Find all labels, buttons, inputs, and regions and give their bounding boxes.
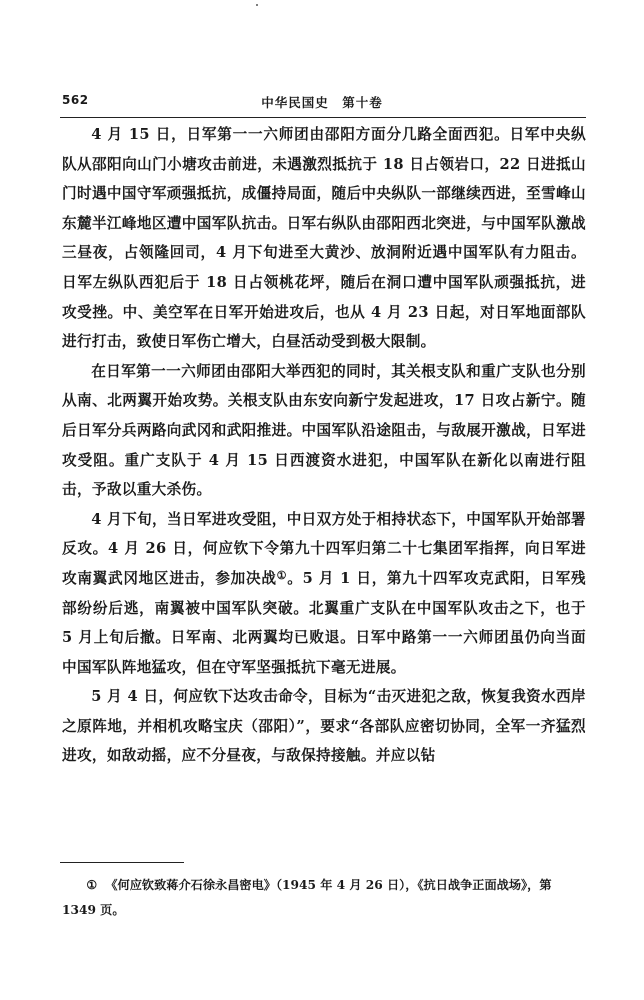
paragraph-3-text-after-note: 。5 月 1 日，第九十四军攻克武阳，日军残部纷纷后逃，南翼被中国军队突破。北翼重广支队在中国军队攻击之下，也于 5 月上旬后撤。日军南、北两翼均已败退。日军中路第一一六师团虽仍向当面中国军队阵地猛攻，但在守军坚强抵抗下毫无进展。 (62, 569, 586, 676)
footnote-reference[interactable]: ① (276, 568, 288, 582)
paragraph-1: 4 月 15 日，日军第一一六师团由邵阳方面分几路全面西犯。日军中央纵队从邵阳向山门小塘攻击前进，未遇激烈抵抗于 18 日占领岩口，22 日进抵山门时遇中国守军顽强抵抗，成僵持局面，随后中央纵队一部继续西进，至雪峰山东麓半江峰地区遭中国军队抗击。日军右纵队由邵阳西北突进，与中国军队激战三昼夜，占领隆回司，4 月下旬进至大黄沙、放洞附近遇中国军队有力阻击。日军左纵队西犯后于 18 日占领桃花坪，随后在洞口遭中国军队顽强抵抗，进攻受挫。中、美空军在日军开始进攻后，也从 4 月 23 日起，对日军地面部队进行打击，致使日军伤亡增大，白昼活动受到极大限制。 (62, 126, 586, 351)
paragraph-3 (62, 505, 586, 683)
paragraph-3-text-before-note: 4 月下旬，当日军进攻受阻，中日双方处于相持状态下，中国军队开始部署反攻。4 月 26 日，何应钦下令第九十四军归第二十七集团军指挥，向日军进攻南翼武冈地区进击，参加决战 (62, 510, 586, 587)
footnote-text: 《何应钦致蒋介石徐永昌密电》（1945 年 4 月 26 日），《抗日战争正面战场》，第 1349 页。 (62, 878, 552, 917)
running-head: 中华民国史 第十卷 (261, 95, 383, 110)
scan-speck (256, 4, 258, 6)
footnote (62, 873, 586, 923)
paragraph-2: 在日军第一一六师团由邵阳大举西犯的同时，其关根支队和重广支队也分别从南、北两翼开始攻势。关根支队由东安向新宁发起进攻，17 日攻占新宁。随后日军分兵两路向武冈和武阳推进。中国军队沿途阻击，与敌展开激战，日军进攻受阻。重广支队于 4 月 15 日西渡资水进犯，中国军队在新化以南进行阻击，予敌以重大杀伤。 (62, 362, 586, 499)
body-text (62, 120, 586, 771)
header-rule (60, 117, 586, 118)
paragraph-4: 5 月 4 日，何应钦下达攻击命令，目标为“击灭进犯之敌，恢复我资水西岸之原阵地，并相机攻略宝庆（邵阳）”，要求“各部队应密切协同，全军一齐猛烈进攻，如敌动摇，应不分昼夜，与敌保持接触。并应以钻 (62, 688, 586, 765)
page-number: 562 (62, 93, 89, 107)
page-header (58, 93, 586, 115)
footnote-mark: ① (86, 878, 98, 892)
footnote-rule (60, 862, 184, 863)
